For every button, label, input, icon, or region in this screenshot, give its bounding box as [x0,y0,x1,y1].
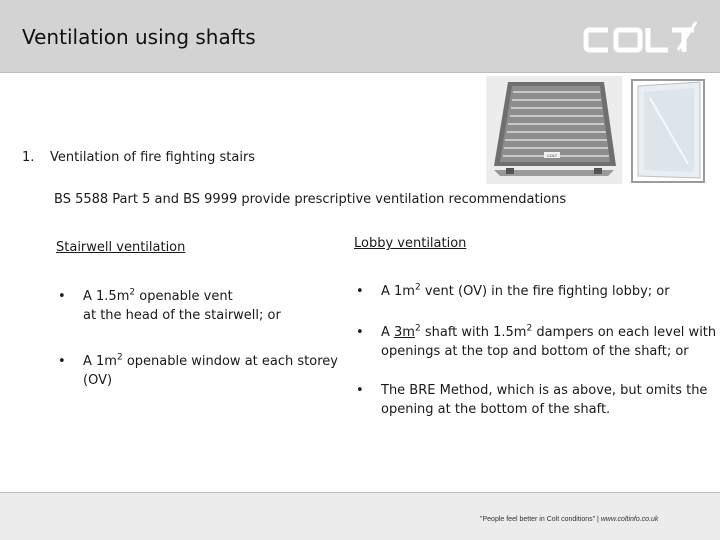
lobby-bullet-3: The BRE Method, which is as above, but omits the opening at the bottom of the shaft. [381,383,708,417]
bullet-marker: • [356,383,364,398]
section-number: 1. [22,150,35,165]
grille-label: COLT [546,153,558,158]
footer-separator: | [597,516,599,523]
lobby-bullet-2: A $3m^2$ shaft with $1.5m^2$ dampers on each level with openings at the top and bottom of the shaft; or [381,323,717,359]
stairwell-heading: Stairwell ventilation [56,240,186,255]
footer-text [480,516,658,523]
section-title: Ventilation of fire fighting stairs [50,150,256,165]
colt-logo [582,18,700,58]
stairwell-bullet-1: A $1.5m^2$ openable vent at the head of the stairwell; or [83,287,281,323]
louvre-vent-image [486,76,622,184]
bullet-marker: • [58,289,66,304]
openable-window-image [630,78,706,184]
lobby-heading: Lobby ventilation [354,236,467,251]
footer-slogan: "People feel better in Colt conditions" [480,516,596,523]
intro-text: BS 5588 Part 5 and BS 9999 provide prescriptive ventilation recommendations [54,192,567,207]
bullet-marker: • [356,284,364,299]
footer-website: www.coltinfo.co.uk [600,516,659,523]
lobby-bullet-1: A $1m^2$ vent (OV) in the fire fighting lobby; or [381,282,670,299]
stairwell-bullet-2: A $1m^2$ openable window at each storey (OV) [83,352,338,388]
header-bar [0,0,720,73]
bullet-marker: • [58,354,66,369]
bullet-marker: • [356,325,364,340]
page-title: Ventilation using shafts [22,25,256,49]
